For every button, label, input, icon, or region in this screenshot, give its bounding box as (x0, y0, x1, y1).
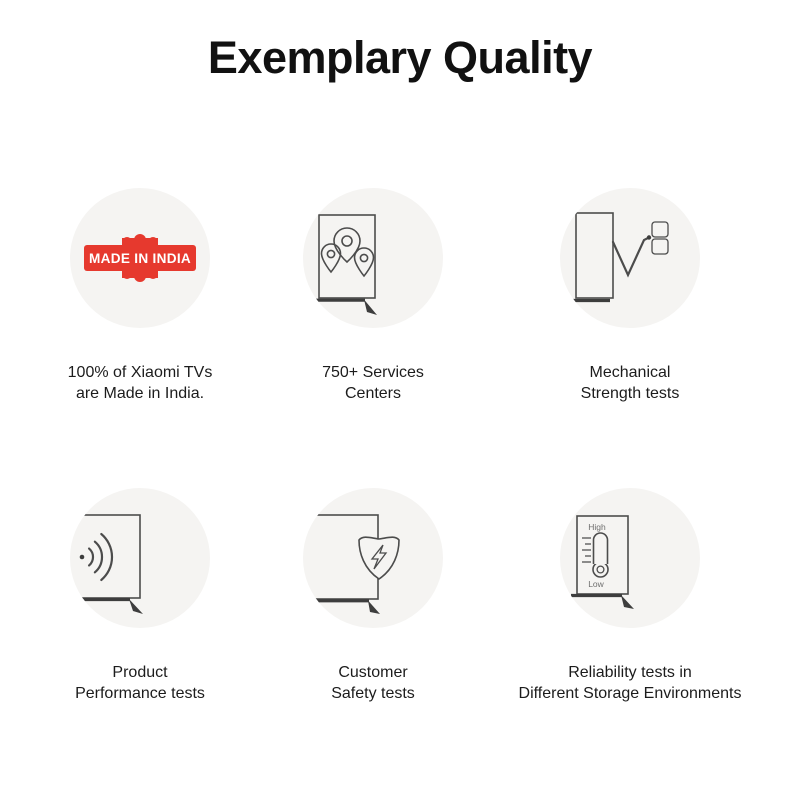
caption-line: Safety tests (331, 685, 415, 702)
tv-shield-lightning-icon (303, 488, 443, 628)
feature-icon-circle (70, 488, 210, 628)
caption-line: Centers (344, 385, 402, 402)
feature-card-mechanical-strength (470, 188, 790, 404)
page-title: Exemplary Quality (207, 32, 593, 83)
made-in-india-badge-icon (70, 188, 210, 328)
feature-icon-circle (303, 488, 443, 628)
tv-thermometer-icon (560, 488, 700, 628)
feature-icon-circle (70, 188, 210, 328)
feature-caption (470, 362, 790, 404)
tv-sound-waves-icon (70, 488, 210, 628)
feature-icon-circle (303, 188, 443, 328)
tv-pendulum-impact-icon (560, 188, 700, 328)
feature-icon-circle (560, 488, 700, 628)
tv-location-pins-icon (303, 188, 443, 328)
caption-line: Product (112, 664, 168, 681)
caption-line: 100% of Xiaomi TVs (67, 364, 213, 381)
thermometer-glyph (582, 533, 608, 577)
caption-line: Mechanical (589, 364, 671, 381)
caption-line: Customer (338, 664, 408, 681)
thermometer-high-label: High (588, 522, 606, 532)
caption-line: Performance tests (75, 685, 205, 702)
shield-icon (359, 537, 399, 579)
caption-line: Different Storage Environments (518, 685, 742, 702)
feature-card-reliability-storage (470, 488, 790, 704)
thermometer-low-label: Low (588, 579, 604, 589)
caption-line: Reliability tests in (568, 664, 692, 681)
feature-icon-circle (560, 188, 700, 328)
caption-line: Strength tests (580, 385, 680, 402)
caption-line: 750+ Services (322, 364, 424, 381)
caption-line: are Made in India. (75, 385, 205, 402)
made-in-india-badge-label: MADE IN INDIA (89, 250, 191, 266)
feature-caption (470, 662, 790, 704)
